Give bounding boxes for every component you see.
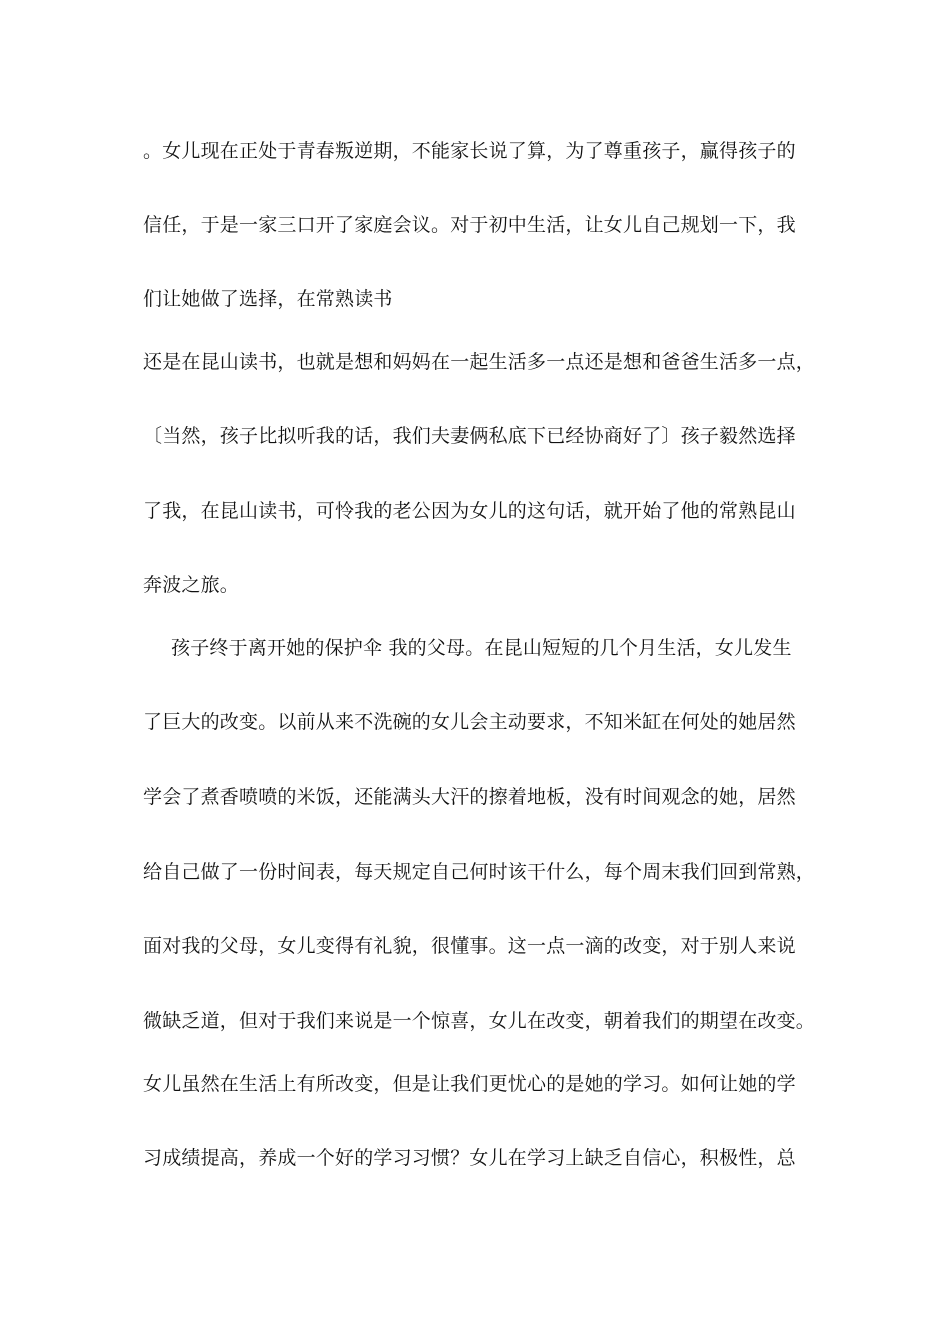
text-line: 给自己做了一份时间表，每天规定自己何时该干什么，每个周末我们回到常熟， [143,861,816,883]
text-line: 们让她做了选择，在常熟读书 [143,288,393,310]
text-line: 。女儿现在正处于青春叛逆期，不能家长说了算，为了尊重孩子，赢得孩子的 [143,140,796,162]
text-line: 〔当然，孩子比拟听我的话，我们夫妻俩私底下已经协商好了〕孩子毅然选择 [143,425,796,447]
text-line: 奔波之旅。 [143,574,240,596]
text-line: 还是在昆山读书，也就是想和妈妈在一起生活多一点还是想和爸爸生活多一点， [143,351,816,373]
text-line: 微缺乏道，但对于我们来说是一个惊喜，女儿在改变，朝着我们的期望在改变。 [143,1010,816,1032]
text-line: 女儿虽然在生活上有所改变，但是让我们更忧心的是她的学习。如何让她的学 [143,1073,796,1095]
text-line: 信任，于是一家三口开了家庭会议。对于初中生活，让女儿自己规划一下，我 [143,214,796,236]
text-line: 学会了煮香喷喷的米饭，还能满头大汗的擦着地板，没有时间观念的她，居然 [143,786,796,808]
text-line: 了巨大的改变。以前从来不洗碗的女儿会主动要求，不知米缸在何处的她居然 [143,711,796,733]
text-line: 孩子终于离开她的保护伞 我的父母。在昆山短短的几个月生活，女儿发生 [171,637,792,659]
text-line: 了我，在昆山读书，可怜我的老公因为女儿的这句话，就开始了他的常熟昆山 [143,500,796,522]
text-line: 面对我的父母，女儿变得有礼貌，很懂事。这一点一滴的改变，对于别人来说 [143,935,796,957]
text-line: 习成绩提高，养成一个好的学习习惯？女儿在学习上缺乏自信心，积极性，总 [143,1147,796,1169]
